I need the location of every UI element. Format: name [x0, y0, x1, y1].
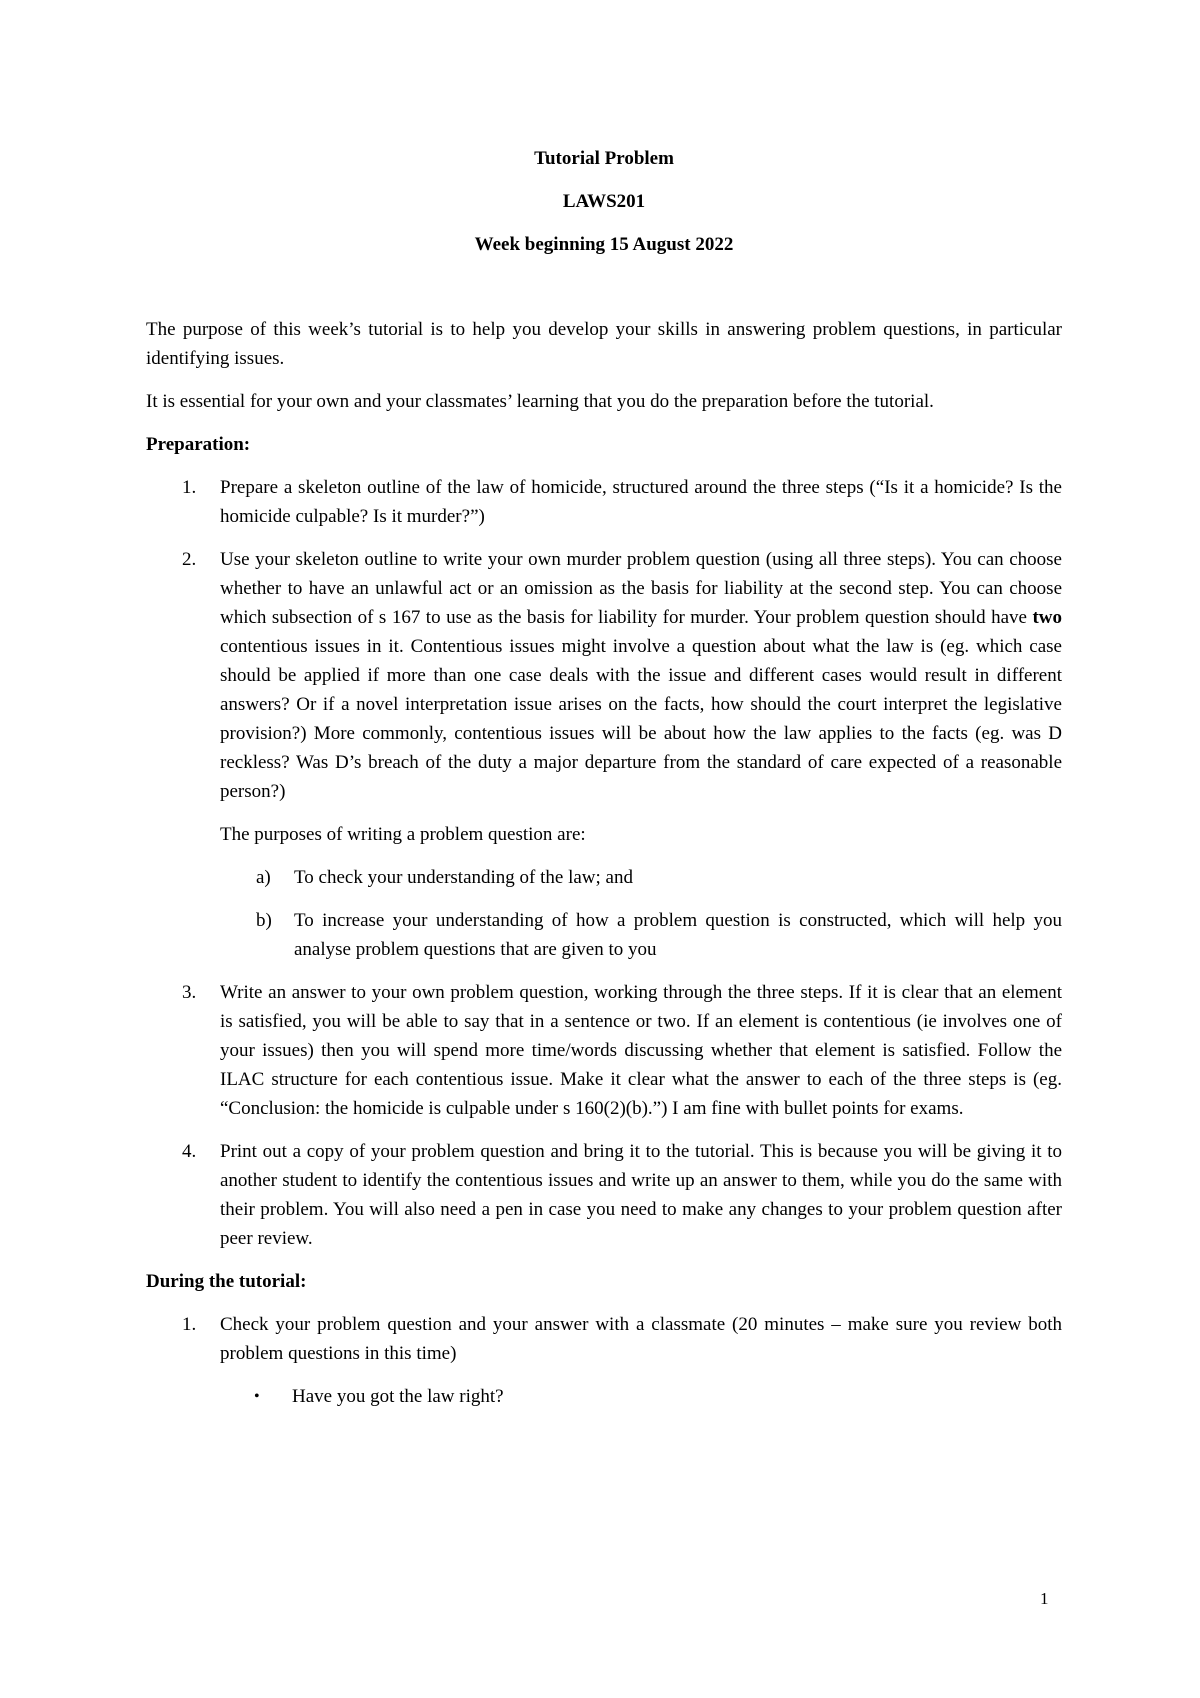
week-label: Week beginning 15 August 2022 [474, 234, 734, 255]
list-number: 1. [182, 477, 197, 498]
preparation-item-4 [146, 1137, 1062, 1253]
course-code: LAWS201 [562, 191, 646, 212]
document-page [146, 144, 1062, 1425]
purpose-text: To check your understanding of the law; and [294, 867, 633, 888]
list-number: 4. [182, 1141, 197, 1162]
checklist-item [146, 1382, 1062, 1411]
during-tutorial-list [146, 1310, 1062, 1368]
list-letter: b) [256, 910, 272, 931]
list-item-text: Use your skeleton outline to write your own murder problem question (using all three steps). You can choose whether to have an unlawful act or an omission as the basis for liability at the second step. You can choose which subsection of s 167 to use as the basis for liability for murder. Your problem question should have [220, 549, 1062, 628]
list-item-text: Prepare a skeleton outline of the law of homicide, structured around the three steps (“Is it a homicide? Is the homicide culpable? Is it murder?”) [220, 477, 1062, 527]
purpose-item-b [220, 906, 1062, 964]
checklist-text: Have you got the law right? [292, 1386, 504, 1407]
document-title: Tutorial Problem [534, 148, 674, 169]
list-number: 3. [182, 982, 197, 1003]
preparation-item-3 [146, 978, 1062, 1123]
purpose-text: To increase your understanding of how a problem question is constructed, which will help you analyse problem questions that are given to you [294, 910, 1062, 960]
bullet-icon: • [254, 1388, 260, 1405]
emphasis-two: two [1032, 607, 1062, 628]
preparation-list [146, 473, 1062, 1253]
list-letter: a) [256, 867, 271, 888]
list-item-text: Check your problem question and your answer with a classmate (20 minutes – make sure you review both problem questions in this time) [220, 1314, 1062, 1364]
preparation-item-2 [146, 545, 1062, 964]
review-checklist [146, 1382, 1062, 1411]
list-item-text-continued: contentious issues in it. Contentious issues might involve a question about what the law is (eg. which case should be applied if more than one case deals with the issue and different cases would result in different answers? Or if a novel interpretation issue arises on the facts, how should the court interpret the legislative provision?) More commonly, contentious issues will be about how the law applies to the facts (eg. was D reckless? Was D’s breach of the duty a major departure from the standard of care expected of a reasonable person?) [220, 636, 1062, 802]
preparation-item-1 [146, 473, 1062, 531]
during-tutorial-heading: During the tutorial: [146, 1271, 307, 1292]
intro-section [146, 315, 1062, 416]
preparation-heading: Preparation: [146, 434, 251, 455]
list-number: 1. [182, 1314, 197, 1335]
list-item-text: Write an answer to your own problem question, working through the three steps. If it is clear that an element is satisfied, you will be able to say that in a sentence or two. If an element is contentious (ie involves one of your issues) then you will spend more time/words discussing whether that element is satisfied. Follow the ILAC structure for each contentious issue. Make it clear what the answer to each of the three steps is (eg. “Conclusion: the homicide is culpable under s 160(2)(b).”) I am fine with bullet points for exams. [220, 982, 1062, 1119]
purposes-list [220, 863, 1062, 964]
purposes-intro: The purposes of writing a problem question are: [220, 824, 586, 845]
intro-paragraph-purpose: The purpose of this week’s tutorial is to help you develop your skills in answering problem questions, in particular identifying issues. [146, 319, 1062, 369]
list-item-text: Print out a copy of your problem question and bring it to the tutorial. This is because you will be giving it to another student to identify the contentious issues and write up an answer to them, while you do the same with their problem. You will also need a pen in case you need to make any changes to your problem question after peer review. [220, 1141, 1062, 1249]
title-block [146, 144, 1062, 259]
page-number: 1 [1040, 1589, 1049, 1608]
intro-paragraph-essential: It is essential for your own and your classmates’ learning that you do the preparation before the tutorial. [146, 391, 934, 412]
list-number: 2. [182, 549, 197, 570]
during-item-1 [146, 1310, 1062, 1368]
purpose-item-a [220, 863, 1062, 892]
